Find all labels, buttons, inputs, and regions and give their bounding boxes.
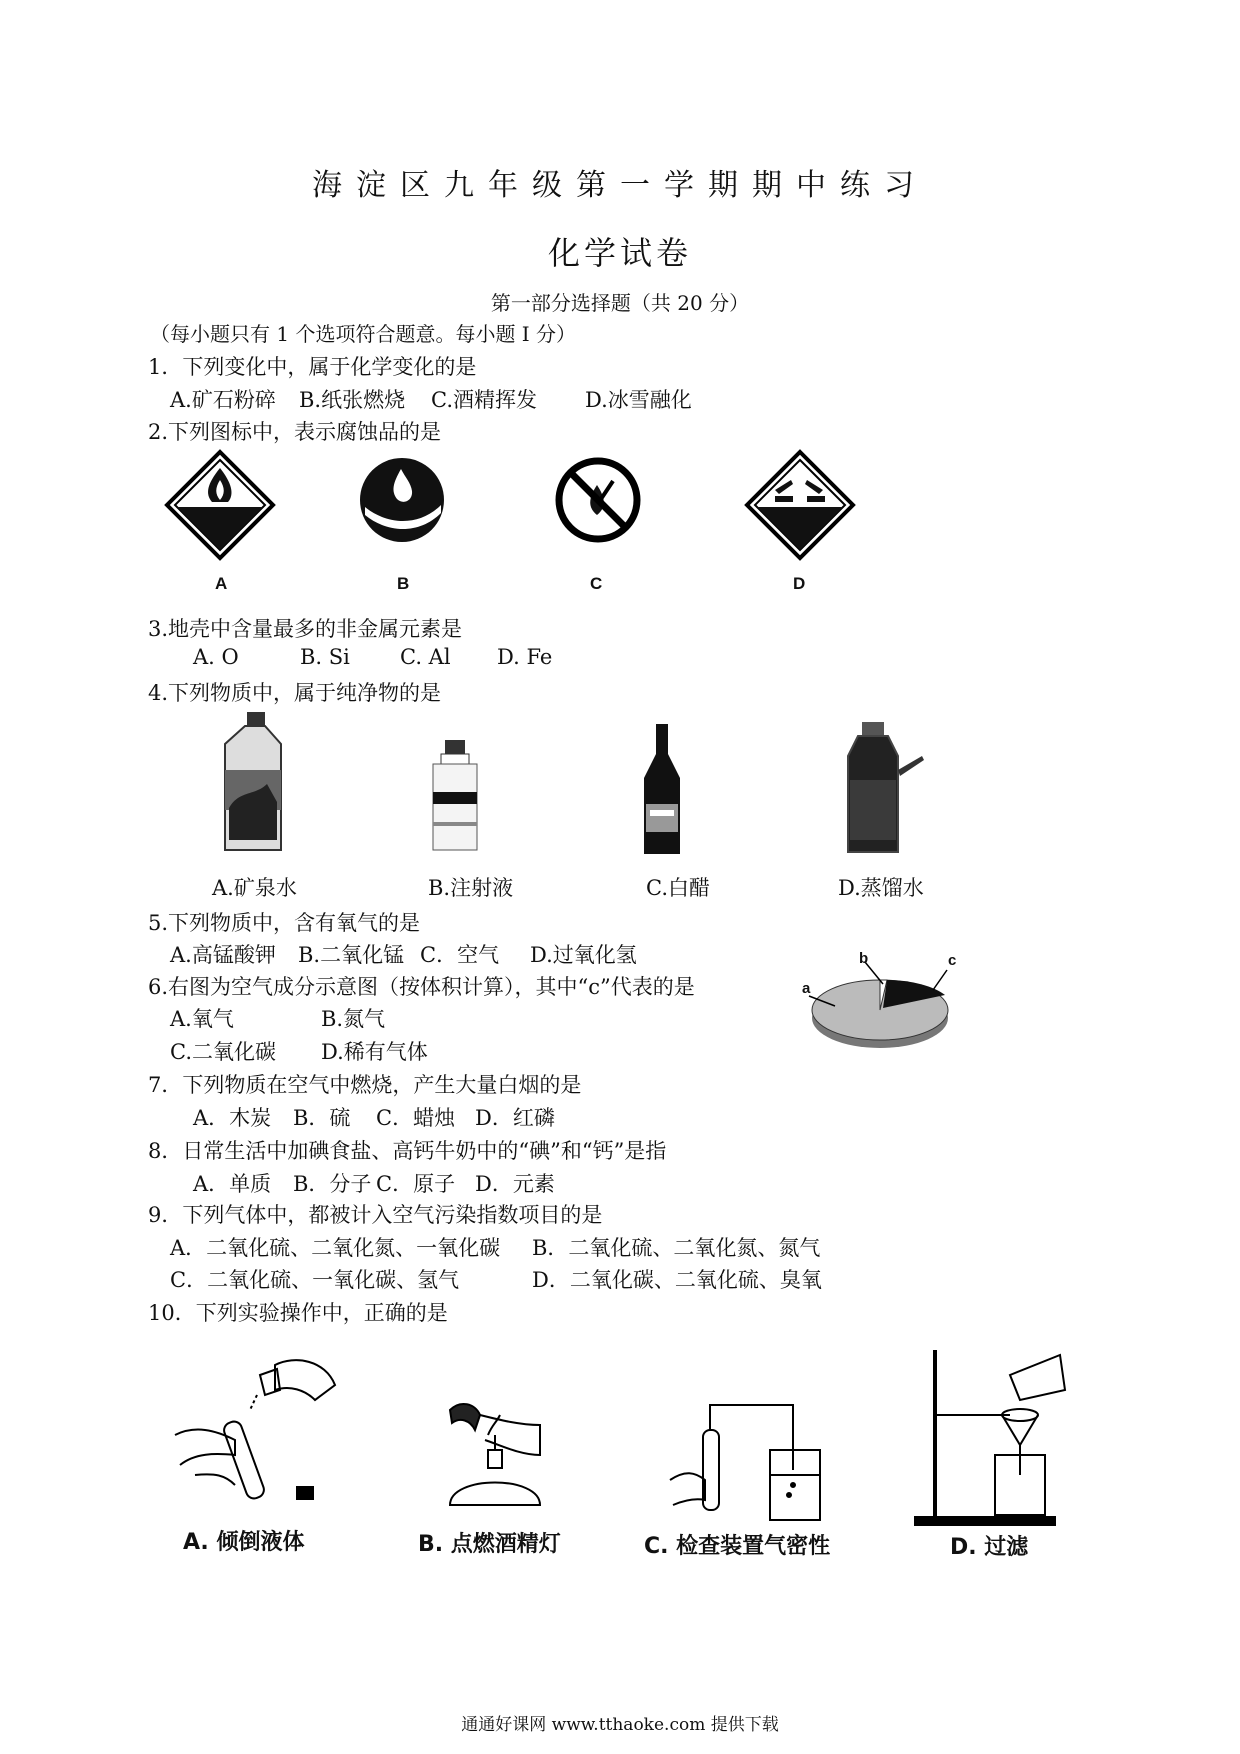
air-composition-pie-figure xyxy=(795,950,970,1055)
mineral-water-bottle-image xyxy=(215,710,295,855)
q6-option-a: A.氧气 xyxy=(170,1007,234,1031)
q1-option-a: A.矿石粉碎 xyxy=(170,388,276,412)
q4-option-b: B.注射液 xyxy=(428,876,514,900)
q5-option-d: D.过氧化氢 xyxy=(530,943,637,967)
q1-option-d: D.冰雪融化 xyxy=(585,388,692,412)
q3-option-c: C. Al xyxy=(400,645,451,669)
q6-option-b: B.氮气 xyxy=(321,1007,386,1031)
pie-label-c: c xyxy=(948,952,957,969)
question-5-stem: 5.下列物质中，含有氧气的是 xyxy=(148,911,421,935)
q8-option-a: A．单质 xyxy=(193,1172,272,1196)
q1-option-b: B.纸张燃烧 xyxy=(299,388,406,412)
q7-option-a: A．木炭 xyxy=(193,1106,272,1130)
q9-option-c: C．二氧化硫、一氧化碳、氢气 xyxy=(170,1268,460,1292)
q6-option-c: C.二氧化碳 xyxy=(170,1040,276,1064)
q2-label-d: D xyxy=(793,574,806,593)
q9-option-d: D．二氧化碳、二氧化硫、臭氧 xyxy=(532,1268,822,1292)
distilled-water-bottle-image xyxy=(838,720,928,855)
q5-option-a: A.高锰酸钾 xyxy=(170,943,276,967)
q1-option-c: C.酒精挥发 xyxy=(431,388,537,412)
q2-label-b: B xyxy=(397,574,410,593)
question-9-stem: 9．下列气体中，都被计入空气污染指数项目的是 xyxy=(148,1203,603,1227)
section-instruction: （每小题只有 1 个选项符合题意。每小题 I 分） xyxy=(150,322,577,346)
q9-option-a: A．二氧化硫、二氧化氮、一氧化碳 xyxy=(170,1236,501,1260)
q3-option-a: A. O xyxy=(193,645,239,669)
q10-caption-d: D. 过滤 xyxy=(950,1535,1029,1560)
download-footer: 通通好课网 www.tthaoke.com 提供下载 xyxy=(461,1715,779,1735)
q7-option-d: D．红磷 xyxy=(475,1106,555,1130)
q3-option-b: B. Si xyxy=(300,645,350,669)
q4-option-d: D.蒸馏水 xyxy=(838,876,924,900)
q10-caption-a: A. 倾倒液体 xyxy=(183,1530,305,1555)
question-4-stem: 4.下列物质中，属于纯净物的是 xyxy=(148,681,442,705)
q10-caption-c: C. 检查装置气密性 xyxy=(644,1534,831,1559)
question-8-stem: 8．日常生活中加碘食盐、高钙牛奶中的“碘”和“钙”是指 xyxy=(148,1139,667,1163)
q4-option-c: C.白醋 xyxy=(646,876,710,900)
vinegar-bottle-image xyxy=(640,722,684,857)
q2-label-c: C xyxy=(590,574,603,593)
q3-option-d: D. Fe xyxy=(497,645,553,669)
pie-label-b: b xyxy=(859,950,869,967)
question-2-stem: 2.下列图标中，表示腐蚀品的是 xyxy=(148,420,442,444)
q2-label-a: A xyxy=(215,574,228,593)
exam-subtitle: 化学试卷 xyxy=(547,234,692,272)
question-6-stem: 6.右图为空气成分示意图（按体积计算），其中“c”代表的是 xyxy=(148,975,695,999)
exam-title: 海淀区九年级第一学期期中练习 xyxy=(312,168,928,203)
no-fire-icon xyxy=(553,455,643,545)
question-10-stem: 10．下列实验操作中，正确的是 xyxy=(148,1301,448,1325)
q5-option-b: B.二氧化锰 xyxy=(298,943,405,967)
q7-option-c: C．蜡烛 xyxy=(376,1106,456,1130)
q8-option-b: B．分子 xyxy=(293,1172,372,1196)
filtration-illustration xyxy=(910,1345,1070,1530)
question-3-stem: 3.地壳中含量最多的非金属元素是 xyxy=(148,617,463,641)
lighting-alcohol-lamp-illustration xyxy=(430,1395,570,1525)
q9-option-b: B．二氧化硫、二氧化氮、氮气 xyxy=(532,1236,821,1260)
q8-option-c: C．原子 xyxy=(376,1172,456,1196)
corrosive-drop-icon xyxy=(357,455,447,545)
pie-label-a: a xyxy=(802,980,811,997)
q4-option-a: A.矿泉水 xyxy=(212,876,297,900)
airtightness-check-illustration xyxy=(665,1390,845,1530)
question-1-stem: 1．下列变化中，属于化学变化的是 xyxy=(148,355,477,379)
q5-option-c: C．空气 xyxy=(420,943,500,967)
question-7-stem: 7．下列物质在空气中燃烧，产生大量白烟的是 xyxy=(148,1073,582,1097)
q8-option-d: D．元素 xyxy=(475,1172,555,1196)
q6-option-d: D.稀有气体 xyxy=(321,1040,428,1064)
section-heading: 第一部分选择题（共 20 分） xyxy=(490,291,750,315)
corrosive-hazard-icon xyxy=(745,450,855,560)
flammable-hazard-icon xyxy=(165,450,275,560)
q10-caption-b: B. 点燃酒精灯 xyxy=(418,1532,561,1557)
injection-bottle-image xyxy=(425,738,485,853)
pouring-liquid-illustration xyxy=(165,1345,345,1525)
q7-option-b: B．硫 xyxy=(293,1106,351,1130)
